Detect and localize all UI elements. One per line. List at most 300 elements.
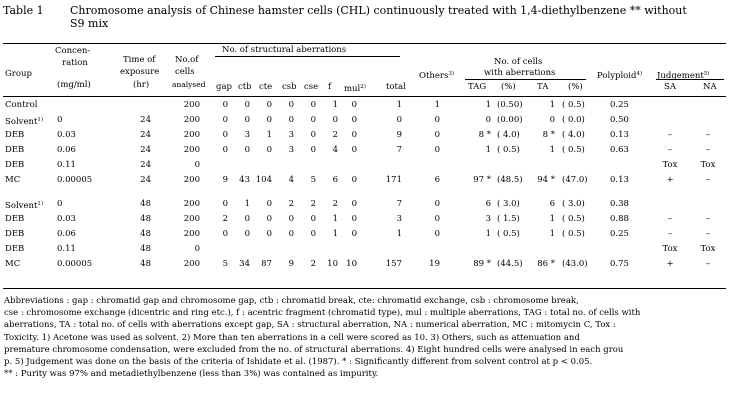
cell-f (324, 175, 338, 186)
cell-f-text: 10 (327, 259, 338, 269)
cell-total (378, 115, 402, 126)
cell-sa (658, 244, 682, 255)
header-ta: TA (537, 82, 549, 92)
cell-mul (343, 115, 357, 126)
cell-sa (658, 259, 682, 270)
cell-others (420, 100, 440, 111)
cell-poly-text: 0.25 (610, 100, 629, 110)
cell-cells (172, 199, 200, 210)
cell-ta (535, 100, 555, 111)
cell-group-text: DEB (5, 130, 25, 140)
cell-conc-text: 0.06 (57, 145, 76, 155)
cell-gap (214, 100, 228, 111)
cell-total (378, 100, 402, 111)
cell-gap (214, 199, 228, 210)
cell-time-text: 48 (140, 214, 151, 224)
header-cse: cse (304, 82, 319, 92)
cell-conc (57, 259, 105, 270)
cell-mul (343, 175, 357, 186)
cell-ta-pct (562, 130, 592, 141)
cell-ta (535, 229, 555, 240)
cell-f-text: 1 (332, 229, 338, 239)
cell-cte-text: 0 (266, 145, 272, 155)
footnote-line: aberrations, TA : total no. of cells with aberrations except gap, SA : structural aberration, NA : numerical aberration, MC : mitomycin C, Tox : (4, 320, 616, 331)
cell-group-text: Control (5, 100, 38, 110)
cell-gap-text: 0 (222, 100, 228, 110)
cell-csb-text: 4 (288, 175, 294, 185)
cell-tag-pct-text: ( 3.0) (497, 199, 520, 209)
cell-total (378, 145, 402, 156)
cell-others-text: 0 (434, 130, 440, 140)
cell-poly (610, 175, 640, 186)
cell-na-text: – (705, 259, 711, 269)
cell-time-text: 48 (140, 259, 151, 269)
cell-ta-text: 94 * (537, 175, 555, 185)
cell-cells (172, 160, 200, 171)
header-time-1: Time of (123, 55, 156, 65)
cell-total (378, 130, 402, 141)
cell-cte-text: 87 (261, 259, 272, 269)
cell-sa-text: – (667, 145, 673, 155)
cell-cte (254, 229, 272, 240)
header-cells-2: cells (175, 67, 195, 77)
cell-cells-text: 200 (183, 199, 200, 209)
header-mul-sup: 2) (360, 84, 366, 90)
cell-tag-text: 0 (485, 115, 491, 125)
cell-cse-text: 2 (310, 259, 316, 269)
cell-sa-text: Tox (662, 160, 678, 170)
cell-sa (658, 145, 682, 156)
cell-conc-text: 0.00005 (57, 175, 93, 185)
cell-cells (172, 115, 200, 126)
header-polyploid-text: Polyploid (597, 71, 637, 81)
cell-conc (57, 145, 105, 156)
header-mul (344, 82, 366, 94)
cell-sa-text: – (667, 229, 673, 239)
cell-f (324, 115, 338, 126)
cell-f-text: 2 (332, 199, 338, 209)
cell-cells-text: 200 (183, 130, 200, 140)
cell-csb (280, 115, 294, 126)
cell-others-text: 19 (429, 259, 440, 269)
cell-gap-text: 0 (222, 199, 228, 209)
cell-group-text: Solvent (5, 117, 38, 127)
cell-conc (57, 199, 105, 210)
cell-ctb-text: 0 (244, 115, 250, 125)
cell-ctb-text: 0 (244, 229, 250, 239)
cell-total-text: 1 (396, 100, 402, 110)
cell-total-text: 9 (396, 130, 402, 140)
cell-tag-pct (497, 145, 529, 156)
header-cte: cte (259, 82, 273, 92)
table-title-line1: Chromosome analysis of Chinese hamster cells (CHL) continuously treated with 1,4-diethylbenzene ** without (70, 4, 687, 17)
cell-tag (468, 100, 491, 111)
cell-tag-pct-text: (48.5) (497, 175, 523, 185)
cell-sa-text: + (666, 259, 674, 269)
cell-group (5, 100, 51, 111)
header-group: Group (5, 69, 32, 79)
cell-sa-text: – (667, 130, 673, 140)
header-cells-1: No.of (175, 55, 199, 65)
cell-poly-text: 0.50 (610, 115, 629, 125)
cell-tag-text: 1 (485, 229, 491, 239)
cell-conc (57, 214, 105, 225)
cell-poly (610, 100, 640, 111)
cell-poly-text: 0.25 (610, 229, 629, 239)
cell-others (420, 175, 440, 186)
cell-group (5, 175, 51, 186)
cell-tag-pct-text: (0.00) (497, 115, 523, 125)
cell-tag (468, 199, 491, 210)
cell-ta (535, 175, 555, 186)
cell-group-text: Solvent (5, 201, 38, 211)
cell-cells (172, 130, 200, 141)
cell-mul (343, 100, 357, 111)
cell-time (123, 130, 151, 141)
header-csb: csb (282, 82, 297, 92)
cell-others (420, 229, 440, 240)
cell-tag (468, 259, 491, 270)
cell-tag (468, 229, 491, 240)
cell-poly (610, 199, 640, 210)
cell-conc (57, 115, 105, 126)
header-others (419, 69, 454, 81)
cell-cte (254, 145, 272, 156)
cell-cells-text: 200 (183, 259, 200, 269)
cell-group (5, 160, 51, 171)
cell-total-text: 171 (385, 175, 402, 185)
cell-mul-text: 0 (351, 100, 357, 110)
cell-cells (172, 259, 200, 270)
cell-csb-text: 2 (288, 199, 294, 209)
cell-cte-text: 104 (255, 175, 272, 185)
cell-ta-text: 1 (549, 145, 555, 155)
cell-csb (280, 259, 294, 270)
cell-group (5, 259, 51, 270)
cell-others-text: 0 (434, 214, 440, 224)
cell-gap-text: 9 (222, 175, 228, 185)
cell-ta (535, 214, 555, 225)
header-mul-text: mul (344, 84, 361, 94)
cell-mul (343, 259, 357, 270)
cell-cells (172, 175, 200, 186)
cell-ta-pct-text: (43.0) (562, 259, 588, 269)
cell-mul-text: 10 (346, 259, 357, 269)
cell-cse (302, 100, 316, 111)
cell-csb-text: 0 (288, 229, 294, 239)
cell-mul (343, 130, 357, 141)
cell-ta (535, 115, 555, 126)
cell-total (378, 199, 402, 210)
cell-time (123, 214, 151, 225)
cell-ta-text: 1 (549, 229, 555, 239)
cell-others (420, 115, 440, 126)
header-tag-pct: (%) (501, 82, 516, 92)
cell-tag-text: 1 (485, 145, 491, 155)
cell-cse (302, 115, 316, 126)
cell-total-text: 3 (396, 214, 402, 224)
cell-gap-text: 5 (222, 259, 228, 269)
cell-cse-text: 0 (310, 229, 316, 239)
cell-cells-text: 200 (183, 100, 200, 110)
cell-gap (214, 259, 228, 270)
cell-ctb (234, 259, 250, 270)
cell-ctb-text: 43 (239, 175, 250, 185)
cell-f-text: 2 (332, 130, 338, 140)
cell-cse-text: 0 (310, 130, 316, 140)
header-time-3: (hr) (133, 80, 150, 90)
cell-tag-pct-text: (0.50) (497, 100, 523, 110)
footnote-line: premature chromosome condensation, were excluded from the no. of structural aberrations. 4) Eight hundred cells were analysed in each grou (4, 344, 624, 355)
cell-cse (302, 175, 316, 186)
cell-cells-text: 0 (194, 160, 200, 170)
cell-tag-text: 8 * (478, 130, 491, 140)
cell-cse (302, 145, 316, 156)
table-label: Table 1 (3, 4, 44, 17)
cell-mul-text: 0 (351, 214, 357, 224)
cell-cte-text: 0 (266, 229, 272, 239)
cell-ta-pct (562, 175, 592, 186)
cell-gap (214, 115, 228, 126)
header-total: total (386, 82, 406, 92)
cell-cse (302, 214, 316, 225)
cell-conc-text: 0 (57, 115, 63, 125)
cell-ta-text: 8 * (542, 130, 555, 140)
cell-csb-text: 3 (288, 145, 294, 155)
cell-others-text: 1 (434, 100, 440, 110)
cell-ta-text: 6 (549, 199, 555, 209)
header-sa: SA (664, 82, 676, 92)
cell-cte (254, 130, 272, 141)
cell-group-text: DEB (5, 214, 25, 224)
cell-f (324, 100, 338, 111)
cell-ta (535, 145, 555, 156)
cell-tag-pct (497, 199, 529, 210)
cell-mul-text: 0 (351, 175, 357, 185)
cell-cse-text: 2 (310, 199, 316, 209)
header-na: NA (703, 82, 717, 92)
header-nocells-2: with aberrations (484, 68, 556, 78)
cell-ctb-text: 0 (244, 145, 250, 155)
cell-ctb-text: 0 (244, 214, 250, 224)
cell-ta (535, 259, 555, 270)
cell-group (5, 130, 51, 141)
cell-cte (254, 214, 272, 225)
cell-gap-text: 0 (222, 130, 228, 140)
cell-poly (610, 229, 640, 240)
cell-gap (214, 214, 228, 225)
cell-mul-text: 0 (351, 130, 357, 140)
cell-group (5, 244, 51, 255)
cell-f-text: 0 (332, 115, 338, 125)
cell-cells (172, 100, 200, 111)
cell-cse-text: 0 (310, 100, 316, 110)
footnotes (4, 295, 726, 380)
header-judgement (657, 69, 709, 81)
cell-sa (658, 160, 682, 171)
cell-conc (57, 244, 105, 255)
cell-poly-text: 0.13 (610, 175, 629, 185)
header-judgement-text: Judgement (657, 71, 704, 81)
cell-tag (468, 115, 491, 126)
cell-sa (658, 229, 682, 240)
cell-ctb (234, 115, 250, 126)
cell-ctb (234, 145, 250, 156)
cell-ta-pct-text: ( 4.0) (562, 130, 585, 140)
cell-others-text: 6 (434, 175, 440, 185)
cell-f (324, 199, 338, 210)
cell-sa-text: Tox (662, 244, 678, 254)
footnote-line: cse : chromosome exchange (dicentric and ring etc.), f : acentric fragment (chromatid type), mul : multiple aberrations, TAG : total no. of cells with (4, 308, 641, 319)
cell-na (696, 130, 720, 141)
cell-total-text: 1 (396, 229, 402, 239)
cell-csb-text: 0 (288, 115, 294, 125)
cell-mul-text: 0 (351, 115, 357, 125)
cell-tag (468, 214, 491, 225)
cell-gap (214, 130, 228, 141)
cell-mul (343, 199, 357, 210)
cell-cte-text: 1 (266, 130, 272, 140)
footnote-line: Abbreviations : gap : chromatid gap and chromosome gap, ctb : chromatid break, cte: chromatid exchange, csb : chromosome break, (4, 296, 579, 306)
cell-csb (280, 199, 294, 210)
cell-tag (468, 175, 491, 186)
cell-group-text: DEB (5, 244, 25, 254)
header-conc-2: ration (62, 58, 88, 68)
cell-csb-text: 9 (288, 259, 294, 269)
cell-cte (254, 259, 272, 270)
cell-group-text: MC (5, 259, 21, 269)
header-nocells-1: No. of cells (494, 57, 543, 67)
header-polyploid (597, 69, 642, 81)
header-f: f (328, 82, 332, 92)
header-polyploid-sup: 4) (636, 71, 643, 77)
cell-gap-text: 0 (222, 145, 228, 155)
cell-tag-pct (497, 229, 529, 240)
cell-gap (214, 145, 228, 156)
cell-time (123, 115, 151, 126)
cell-tag-pct (497, 175, 529, 186)
cell-csb (280, 100, 294, 111)
cell-cte (254, 100, 272, 111)
cell-group (5, 199, 51, 212)
cell-f (324, 229, 338, 240)
cell-na-text: – (705, 130, 711, 140)
cell-ta-pct (562, 214, 592, 225)
cell-group (5, 229, 51, 240)
cell-f (324, 145, 338, 156)
cell-f-text: 6 (332, 175, 338, 185)
bottom-rule (3, 288, 726, 289)
cell-others-text: 0 (434, 115, 440, 125)
cell-tag-pct (497, 214, 529, 225)
cell-tag-pct (497, 115, 529, 126)
cell-f-text: 1 (332, 100, 338, 110)
cell-poly (610, 259, 640, 270)
cell-na (696, 229, 720, 240)
cell-time-text: 24 (140, 175, 151, 185)
cell-tag-text: 6 (485, 199, 491, 209)
cell-conc-text: 0.11 (57, 160, 76, 170)
cell-ta-pct (562, 199, 592, 210)
cell-sa (658, 175, 682, 186)
cell-ctb-text: 0 (244, 100, 250, 110)
footnote-line: p. 5) Judgement was done on the basis of the criteria of Ishidate et al. (1987). * : Significantly different from solvent control at p < 0.05. (4, 357, 593, 368)
cell-total-text: 7 (396, 199, 402, 209)
cell-tag (468, 145, 491, 156)
cell-cells (172, 244, 200, 255)
cell-mul (343, 229, 357, 240)
cell-tag-text: 1 (485, 100, 491, 110)
cell-ta-pct-text: ( 0.5) (562, 229, 585, 239)
cell-cse (302, 259, 316, 270)
cell-csb (280, 145, 294, 156)
cell-tag-text: 3 (485, 214, 491, 224)
cell-others-text: 0 (434, 229, 440, 239)
cell-time (123, 145, 151, 156)
cell-ta-text: 1 (549, 214, 555, 224)
cell-f (324, 214, 338, 225)
cell-ta-pct-text: ( 0.5) (562, 100, 585, 110)
cell-ta-pct-text: ( 0.5) (562, 145, 585, 155)
cell-na-text: – (705, 175, 711, 185)
footnote-line: ** : Purity was 97% and metadiethylbenzene (less than 3%) was contained as impurity. (4, 369, 379, 380)
cell-poly (610, 214, 640, 225)
cell-na-text: – (705, 214, 711, 224)
cell-group-text: DEB (5, 160, 25, 170)
cell-cse-text: 0 (310, 214, 316, 224)
cell-conc-text: 0.06 (57, 229, 76, 239)
cell-time (123, 160, 151, 171)
cell-cells (172, 145, 200, 156)
header-ctb: ctb (238, 82, 252, 92)
cell-gap (214, 229, 228, 240)
cell-conc-text: 0.11 (57, 244, 76, 254)
cell-sa-text: + (666, 175, 674, 185)
cell-conc (57, 160, 105, 171)
cell-total (378, 214, 402, 225)
cell-cse-text: 0 (310, 115, 316, 125)
cell-cte-text: 0 (266, 100, 272, 110)
top-rule (3, 43, 726, 44)
cell-conc (57, 130, 105, 141)
cell-tag-pct-text: ( 0.5) (497, 145, 520, 155)
cell-tag-pct-text: ( 4.0) (497, 130, 520, 140)
cells-subrule (465, 79, 586, 80)
cell-cells-text: 200 (183, 145, 200, 155)
cell-ctb (234, 175, 250, 186)
cell-poly-text: 0.63 (610, 145, 629, 155)
cell-cells-text: 200 (183, 214, 200, 224)
cell-group (5, 115, 51, 128)
cell-mul (343, 214, 357, 225)
cell-cte (254, 199, 272, 210)
cell-cte (254, 115, 272, 126)
cell-ctb (234, 130, 250, 141)
cell-cells (172, 214, 200, 225)
cell-total-text: 7 (396, 145, 402, 155)
header-others-text: Others (419, 71, 449, 81)
cell-f-text: 4 (332, 145, 338, 155)
table-title-line2: S9 mix (70, 17, 109, 30)
cell-tag-text: 97 * (473, 175, 491, 185)
cell-conc-text: 0 (57, 199, 63, 209)
cell-ctb (234, 229, 250, 240)
header-conc-3: (mg/ml) (57, 80, 91, 90)
cell-time-text: 24 (140, 160, 151, 170)
cell-ta-pct (562, 259, 592, 270)
cell-sa (658, 214, 682, 225)
cell-cte (254, 175, 272, 186)
